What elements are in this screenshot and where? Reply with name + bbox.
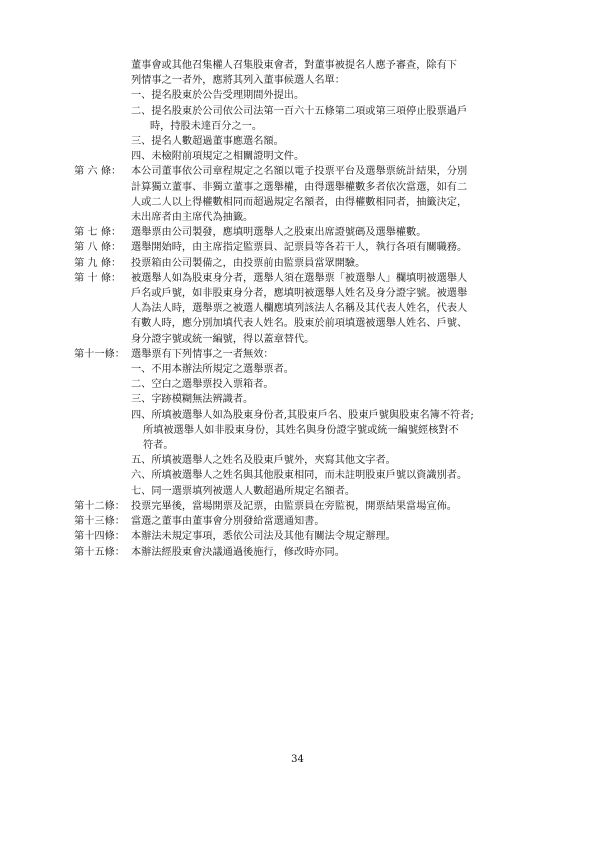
article-14	[74, 529, 548, 544]
article-label: 第 九 條：	[74, 257, 122, 269]
article-9	[74, 256, 548, 271]
article-line: 選舉開始時，由主席指定監票員、記票員等各若干人，執行各項有關職務。	[131, 242, 468, 254]
list-item: 七、同一選票填列被選人人數超過所規定名額者。	[131, 485, 356, 497]
list-item: 一、不用本辦法所規定之選舉票者。	[131, 364, 294, 376]
list-item: 三、字跡模糊無法辨識者。	[131, 394, 254, 406]
continuation-block	[74, 58, 548, 164]
article-8	[74, 240, 548, 255]
article-body	[131, 514, 548, 529]
article-body	[131, 240, 548, 255]
article-6	[74, 164, 548, 225]
article-line: 當選之董事由董事會分別發給當選通知書。	[131, 516, 325, 528]
article-line: 有數人時，應分別加填代表人姓名。股東於前項填選被選舉人姓名、戶號、	[131, 318, 468, 330]
page-number: 34	[291, 754, 304, 765]
article-line: 本辦法未規定事項，悉依公司法及其他有關法令規定辦理。	[131, 531, 396, 543]
article-label: 第十三條：	[74, 516, 125, 528]
article-13	[74, 514, 548, 529]
list-item: 五、所填被選舉人之姓名及股東戶號外，夾寫其他文字者。	[131, 455, 396, 467]
article-body	[131, 271, 548, 347]
article-body	[131, 529, 548, 544]
article-body	[131, 225, 548, 240]
article-line: 被選舉人如為股東身分者，選舉人須在選舉票「被選舉人」欄填明被選舉人	[131, 272, 468, 284]
article-label: 第十二條：	[74, 500, 125, 512]
article-body	[131, 164, 548, 225]
article-label: 第十四條：	[74, 531, 125, 543]
article-line: 本公司董事依公司章程規定之名額以電子投票平台及選舉票統計結果，分別	[131, 166, 468, 178]
list-item: 六、所填被選舉人之姓名與其他股東相同，而未註明股東戶號以資識別者。	[131, 470, 468, 482]
article-line: 未出席者由主席代為抽籤。	[131, 212, 254, 224]
article-label: 第 六 條：	[74, 166, 122, 178]
list-item: 四、未檢附前項規定之相關證明文件。	[131, 151, 305, 163]
list-item: 三、提名人數超過董事應選名額。	[131, 136, 284, 148]
article-line: 計算獨立董事、非獨立董事之選舉權，由得選舉權數多者依次當選，如有二	[131, 181, 468, 193]
article-15	[74, 545, 548, 560]
article-body	[131, 347, 548, 362]
article-line: 戶名或戶號，如非股東身分者，應填明被選舉人姓名及身分證字號。被選舉	[131, 288, 468, 300]
article-label: 第十五條：	[74, 546, 125, 558]
article-line: 投票箱由公司製備之，由投票前由監票員當眾開驗。	[131, 257, 366, 269]
list-item-continuation: 所填被選舉人如非股東身份，其姓名與身份證字號或統一編號經核對不	[143, 424, 459, 436]
article-7	[74, 225, 548, 240]
article-11	[74, 347, 548, 362]
list-item: 一、提名股東於公告受理期間外提出。	[131, 90, 305, 102]
document-body	[74, 58, 548, 560]
article-line: 身分證字號或統一編號，得以蓋章替代。	[131, 333, 315, 345]
article-line: 投票完畢後，當場開票及記票，由監票員在旁監視，開票結果當場宣佈。	[131, 500, 457, 512]
article-line: 人或二人以上得權數相同而超過規定名額者，由得權數相同者，抽籤決定，	[131, 196, 468, 208]
list-item-continuation: 符者。	[143, 440, 174, 452]
article-label: 第 八 條：	[74, 242, 122, 254]
list-item: 二、空白之選舉票投入票箱者。	[131, 379, 274, 391]
article-line: 人為法人時，選舉票之被選人欄應填列該法人名稱及其代表人姓名，代表人	[131, 303, 468, 315]
article-label: 第十一條：	[74, 348, 125, 360]
article-label: 第 十 條：	[74, 272, 122, 284]
article-12	[74, 499, 548, 514]
article-body	[131, 256, 548, 271]
article-11-items	[74, 362, 548, 499]
paragraph-line: 列情事之一者外，應將其列入董事候選人名單：	[131, 75, 345, 87]
article-10	[74, 271, 548, 347]
list-item-continuation: 時，持股未達百分之一。	[150, 120, 263, 132]
article-body	[131, 545, 548, 560]
article-body	[131, 499, 548, 514]
article-line: 選舉票有下列情事之一者無效：	[131, 348, 274, 360]
article-label: 第 七 條：	[74, 227, 122, 239]
list-item: 四、所填被選舉人如為股東身份者,其股東戶名、股東戶號與股東名簿不符者;	[131, 409, 474, 421]
paragraph-line: 董事會或其他召集權人召集股東會者，對董事被提名人應予審查，除有下	[131, 60, 457, 71]
article-line: 選舉票由公司製發，應填明選舉人之股東出席證號碼及選舉權數。	[131, 227, 427, 239]
list-item: 二、提名股東於公司依公司法第一百六十五條第二項或第三項停止股票過戶	[131, 105, 468, 117]
article-line: 本辦法經股東會決議通過後施行，修改時亦同。	[131, 546, 345, 558]
